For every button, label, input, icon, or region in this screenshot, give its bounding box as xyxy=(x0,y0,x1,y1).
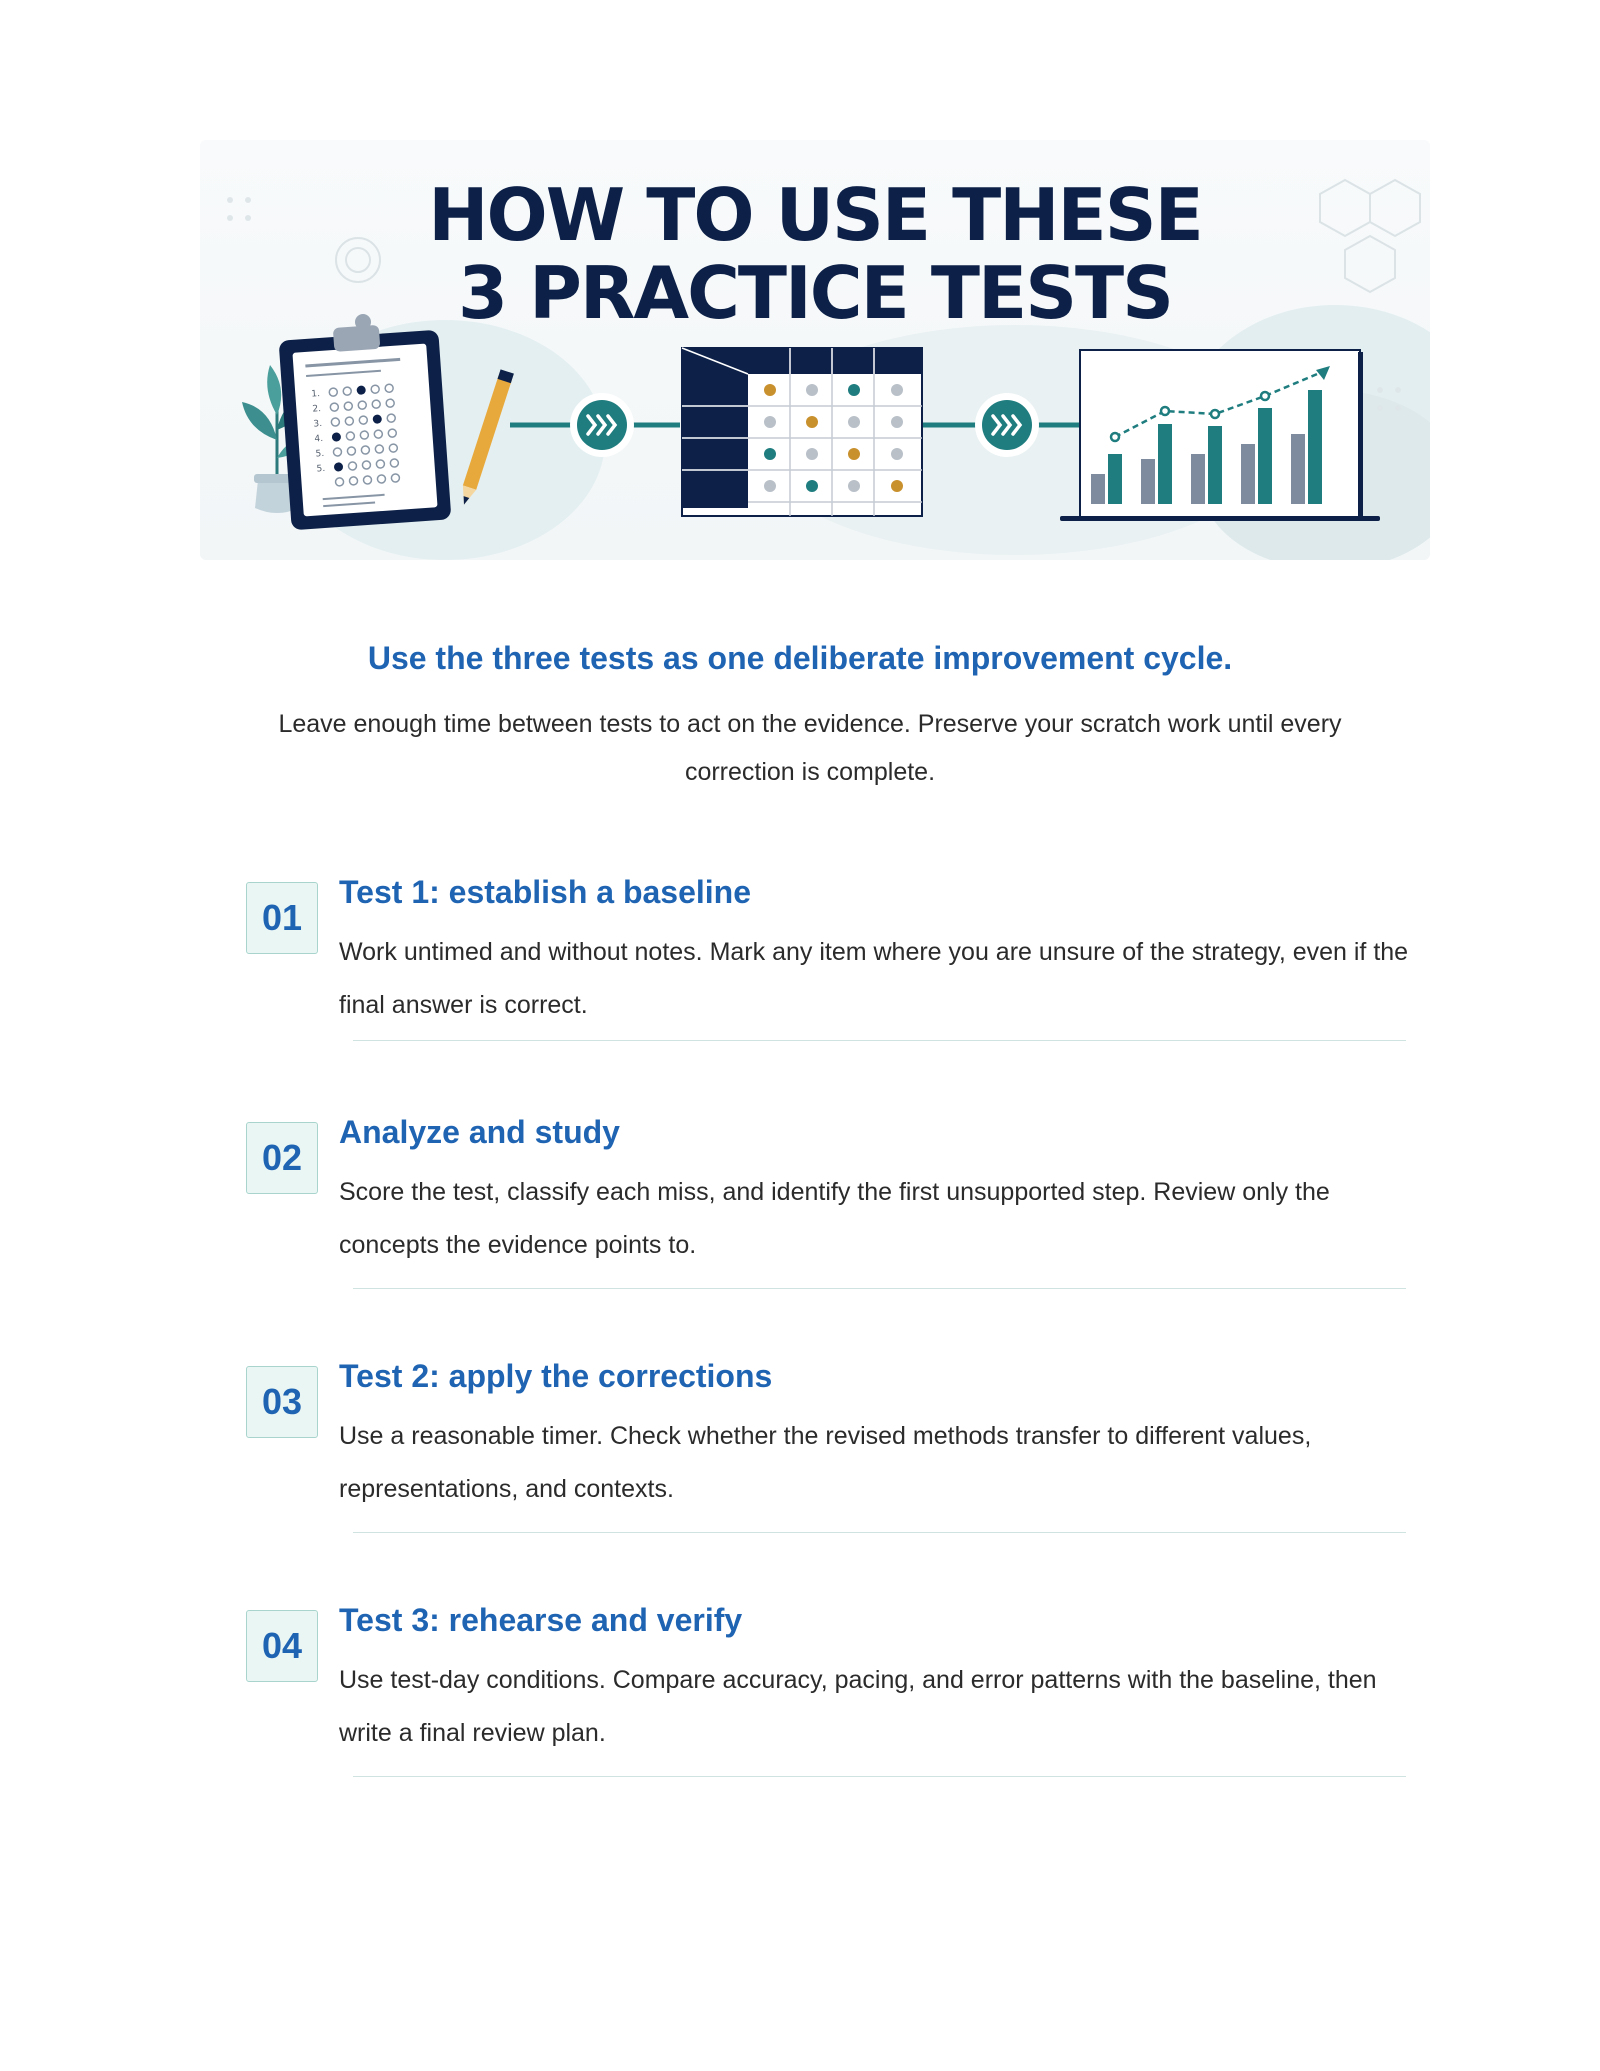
step-title: Test 2: apply the corrections xyxy=(339,1358,773,1394)
svg-text:4.: 4. xyxy=(314,433,324,445)
hero-title xyxy=(200,173,1430,335)
step-description: Use a reasonable timer. Check whether the revised methods transfer to different values, representations, and contexts. xyxy=(339,1422,1312,1503)
step-description: Use test-day conditions. Compare accuracy, pacing, and error patterns with the baseline, then write a final review plan. xyxy=(339,1666,1377,1747)
divider xyxy=(353,1776,1406,1777)
step-number-badge: 02 xyxy=(246,1122,318,1194)
grid-table-icon xyxy=(682,348,922,516)
step-number-badge: 01 xyxy=(246,882,318,954)
svg-text:5.: 5. xyxy=(316,463,326,475)
hero-title-line2: 3 PRACTICE TESTS xyxy=(457,251,1173,335)
divider xyxy=(353,1288,1406,1289)
hero-title-line1: HOW TO USE THESE xyxy=(428,173,1202,257)
step-description: Work untimed and without notes. Mark any item where you are unsure of the strategy, even if the final answer is correct. xyxy=(339,938,1409,1019)
step-title: Analyze and study xyxy=(339,1114,620,1150)
step-title: Test 1: establish a baseline xyxy=(339,874,752,910)
bar-chart-icon xyxy=(1060,350,1380,521)
svg-text:2.: 2. xyxy=(312,404,322,415)
intro-paragraph: Leave enough time between tests to act on the evidence. Preserve your scratch work until every correction is complete. xyxy=(278,710,1342,786)
step-number-badge: 03 xyxy=(246,1366,318,1438)
divider xyxy=(353,1040,1406,1041)
clipboard-icon xyxy=(279,314,452,530)
step-number-badge: 04 xyxy=(246,1610,318,1682)
step-title: Test 3: rehearse and verify xyxy=(339,1602,743,1638)
section-headline: Use the three tests as one deliberate improvement cycle. xyxy=(367,640,1233,676)
step-description: Score the test, classify each miss, and identify the first unsupported step. Review only the concepts the evidence points to. xyxy=(339,1178,1330,1259)
svg-text:3.: 3. xyxy=(313,418,323,430)
svg-text:1.: 1. xyxy=(311,389,321,400)
hero-banner xyxy=(200,140,1430,560)
divider xyxy=(353,1532,1406,1533)
svg-text:5.: 5. xyxy=(315,448,325,460)
